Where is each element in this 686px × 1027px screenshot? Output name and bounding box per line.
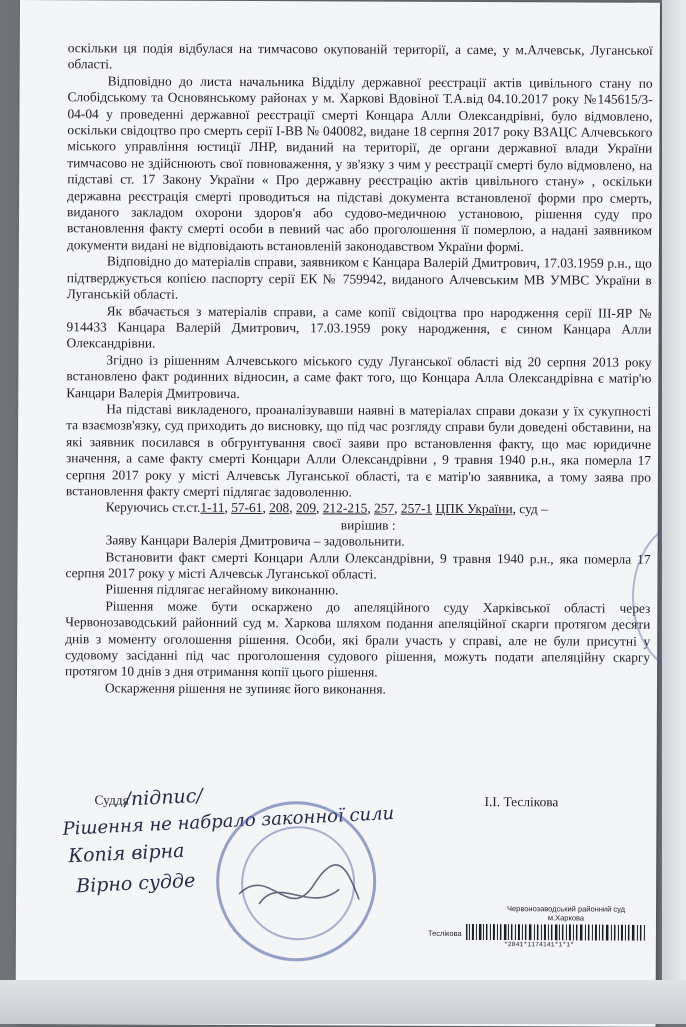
- decision-text: [65, 40, 653, 699]
- document-page: [16, 0, 660, 1027]
- law-link[interactable]: 257: [374, 500, 395, 517]
- law-link[interactable]: 1-11: [200, 500, 225, 516]
- seal-scribble-icon: [219, 804, 374, 959]
- resolution-item: Рішення може бути оскаржено до апеляційного суду Харківської області через Червонозаводський районний суд м. Харкова шляхом подання апеляційної скарги протягом десяти днів з моменту оголошення рішення. Особи, які брали участь у справі, але не були присутні у судовому засіданні під час проголошення судового рішення, можуть подати апеляційну скаргу протягом 10 днів з дня отримання копії цього рішення.: [65, 598, 651, 681]
- court-stamp: Червонозаводський районний суд м.Харкова: [507, 904, 626, 923]
- judge-label: Суддя: [94, 792, 129, 808]
- paragraph: Відповідно до листа начальника Відділу державної реєстрації актів цивільного стану по Слобідському та Основянському районах у м. Харкові Вдовіної Т.А.від 04.10.2017 року №145615/3-04-04 у проведенні державної реєстрації смерті Концара Алли Олександрівні, було відмовлено, оскільки свідоцтво про смерть серії І-ВВ № 040082, видане 18 серпня 2017 року ВЗАЦС Алчевського міського управління юстиції ЛНР, виданий на території, де органи державної влади України тимчасово не здійснюють свої повноваження, у зв'язку з чим у реєстрації смерті було відмовлено, на підставі ст. 17 Закону України « Про державну реєстрацію актів цивільного стану» , оскільки державна реєстрація смерті проводиться на підставі документа встановленої форми про смерть, виданого закладом охорони здоров'я або судово-медичною установою, рішення суду про встановлення факту смерті особи в певний час або проголошення її померлою, а надані заявником документи видані не відповідають встановленій законодавством України формі.: [66, 73, 653, 255]
- paragraph: Відповідно до матеріалів справи, заявником є Канцара Валерій Дмитрович, 17.03.1959 р.н., що підтверджується копією паспорту серії ЕК № 759942, виданого Алчевським МВ УМВС України в Луганській області.: [66, 253, 652, 302]
- law-link[interactable]: 57-61: [231, 500, 263, 516]
- law-link[interactable]: 209: [295, 500, 317, 516]
- court-seal-icon: [216, 801, 377, 962]
- law-link[interactable]: 212-215: [322, 500, 368, 516]
- legal-basis-line: Керуючись ст.ст.1-11, 57-61, 208, 209, 212-215, 257, 257-1 ЦПК України, суд –: [105, 499, 548, 517]
- clerk-name: Теслікова: [427, 928, 462, 938]
- resolution-item: Оскарження рішення не зупиняє його виконання.: [104, 680, 386, 697]
- handwritten-signature: /підпис/: [124, 784, 204, 811]
- resolution-item: Встановити факт смерті Концари Алли Олександрівни, 9 травня 1940 р.н., яка померла 17 серпня 2017 року у місті Алчевськ Луганської області.: [65, 548, 651, 582]
- law-code-link[interactable]: ЦПК України: [435, 501, 513, 517]
- law-link[interactable]: 257-1: [400, 501, 433, 517]
- paragraph: Як вбачається з матеріалів справи, а саме копії свідоцтва про народження серії ІІІ-ЯР № 914433 Канцара Валерій Дмитрович, 17.03.1959 року народження, є сином Канцара Алли Олександрівни.: [66, 302, 652, 351]
- bottom-strip: [0, 980, 686, 1024]
- resolution-item: Рішення підлягає негайному виконанню.: [105, 581, 339, 598]
- handwritten-note: Вірно судде: [75, 869, 196, 898]
- handwritten-note: Копія вірна: [67, 839, 185, 868]
- barcode-icon: [466, 924, 646, 941]
- law-link[interactable]: 208: [269, 500, 290, 516]
- paragraph: Згідно із рішенням Алчевського міського суду Луганської області від 20 серпня 2013 року встановлено факт родинних відносин, а саме факт того, що Концара Алла Олександрівна є матір'ю Канцари Валерія Дмитровича.: [66, 352, 652, 401]
- paragraph: На підставі викладеного, проаналізувавши наявні в матеріалах справи докази у їх сукупності та взаємозв'язку, суд приходить до висновку, що під час розгляду справи були доведені обставини, на які заявник посилався в обгрунтування своєї заяви про встановлення факту, що має юридичне значення, а саме факту смерті Концари Алли Олександрівни , 9 травня 1940 р.н., яка померла 17 серпня 2017 року у місті Алчевськ Луганської області, та є матір'ю заявника, а тому заява про встановлення факту смерті підлягає задоволенню.: [65, 401, 652, 500]
- paragraph: оскільки ця подія відбулася на тимчасово окупованій території, а саме, у м.Алчевськ, Луганської області.: [67, 40, 653, 72]
- resolution-item: Заяву Канцари Валерія Дмитровича – задовольнити.: [105, 532, 405, 549]
- resolution-heading: вирішив :: [340, 517, 396, 533]
- barcode-number: *2041*1174141*1*1*: [503, 941, 575, 949]
- handwritten-note: Рішення не набрало законної сили: [62, 802, 395, 840]
- page-edge: [662, 0, 686, 1024]
- judge-name: І.І. Теслікова: [484, 794, 559, 810]
